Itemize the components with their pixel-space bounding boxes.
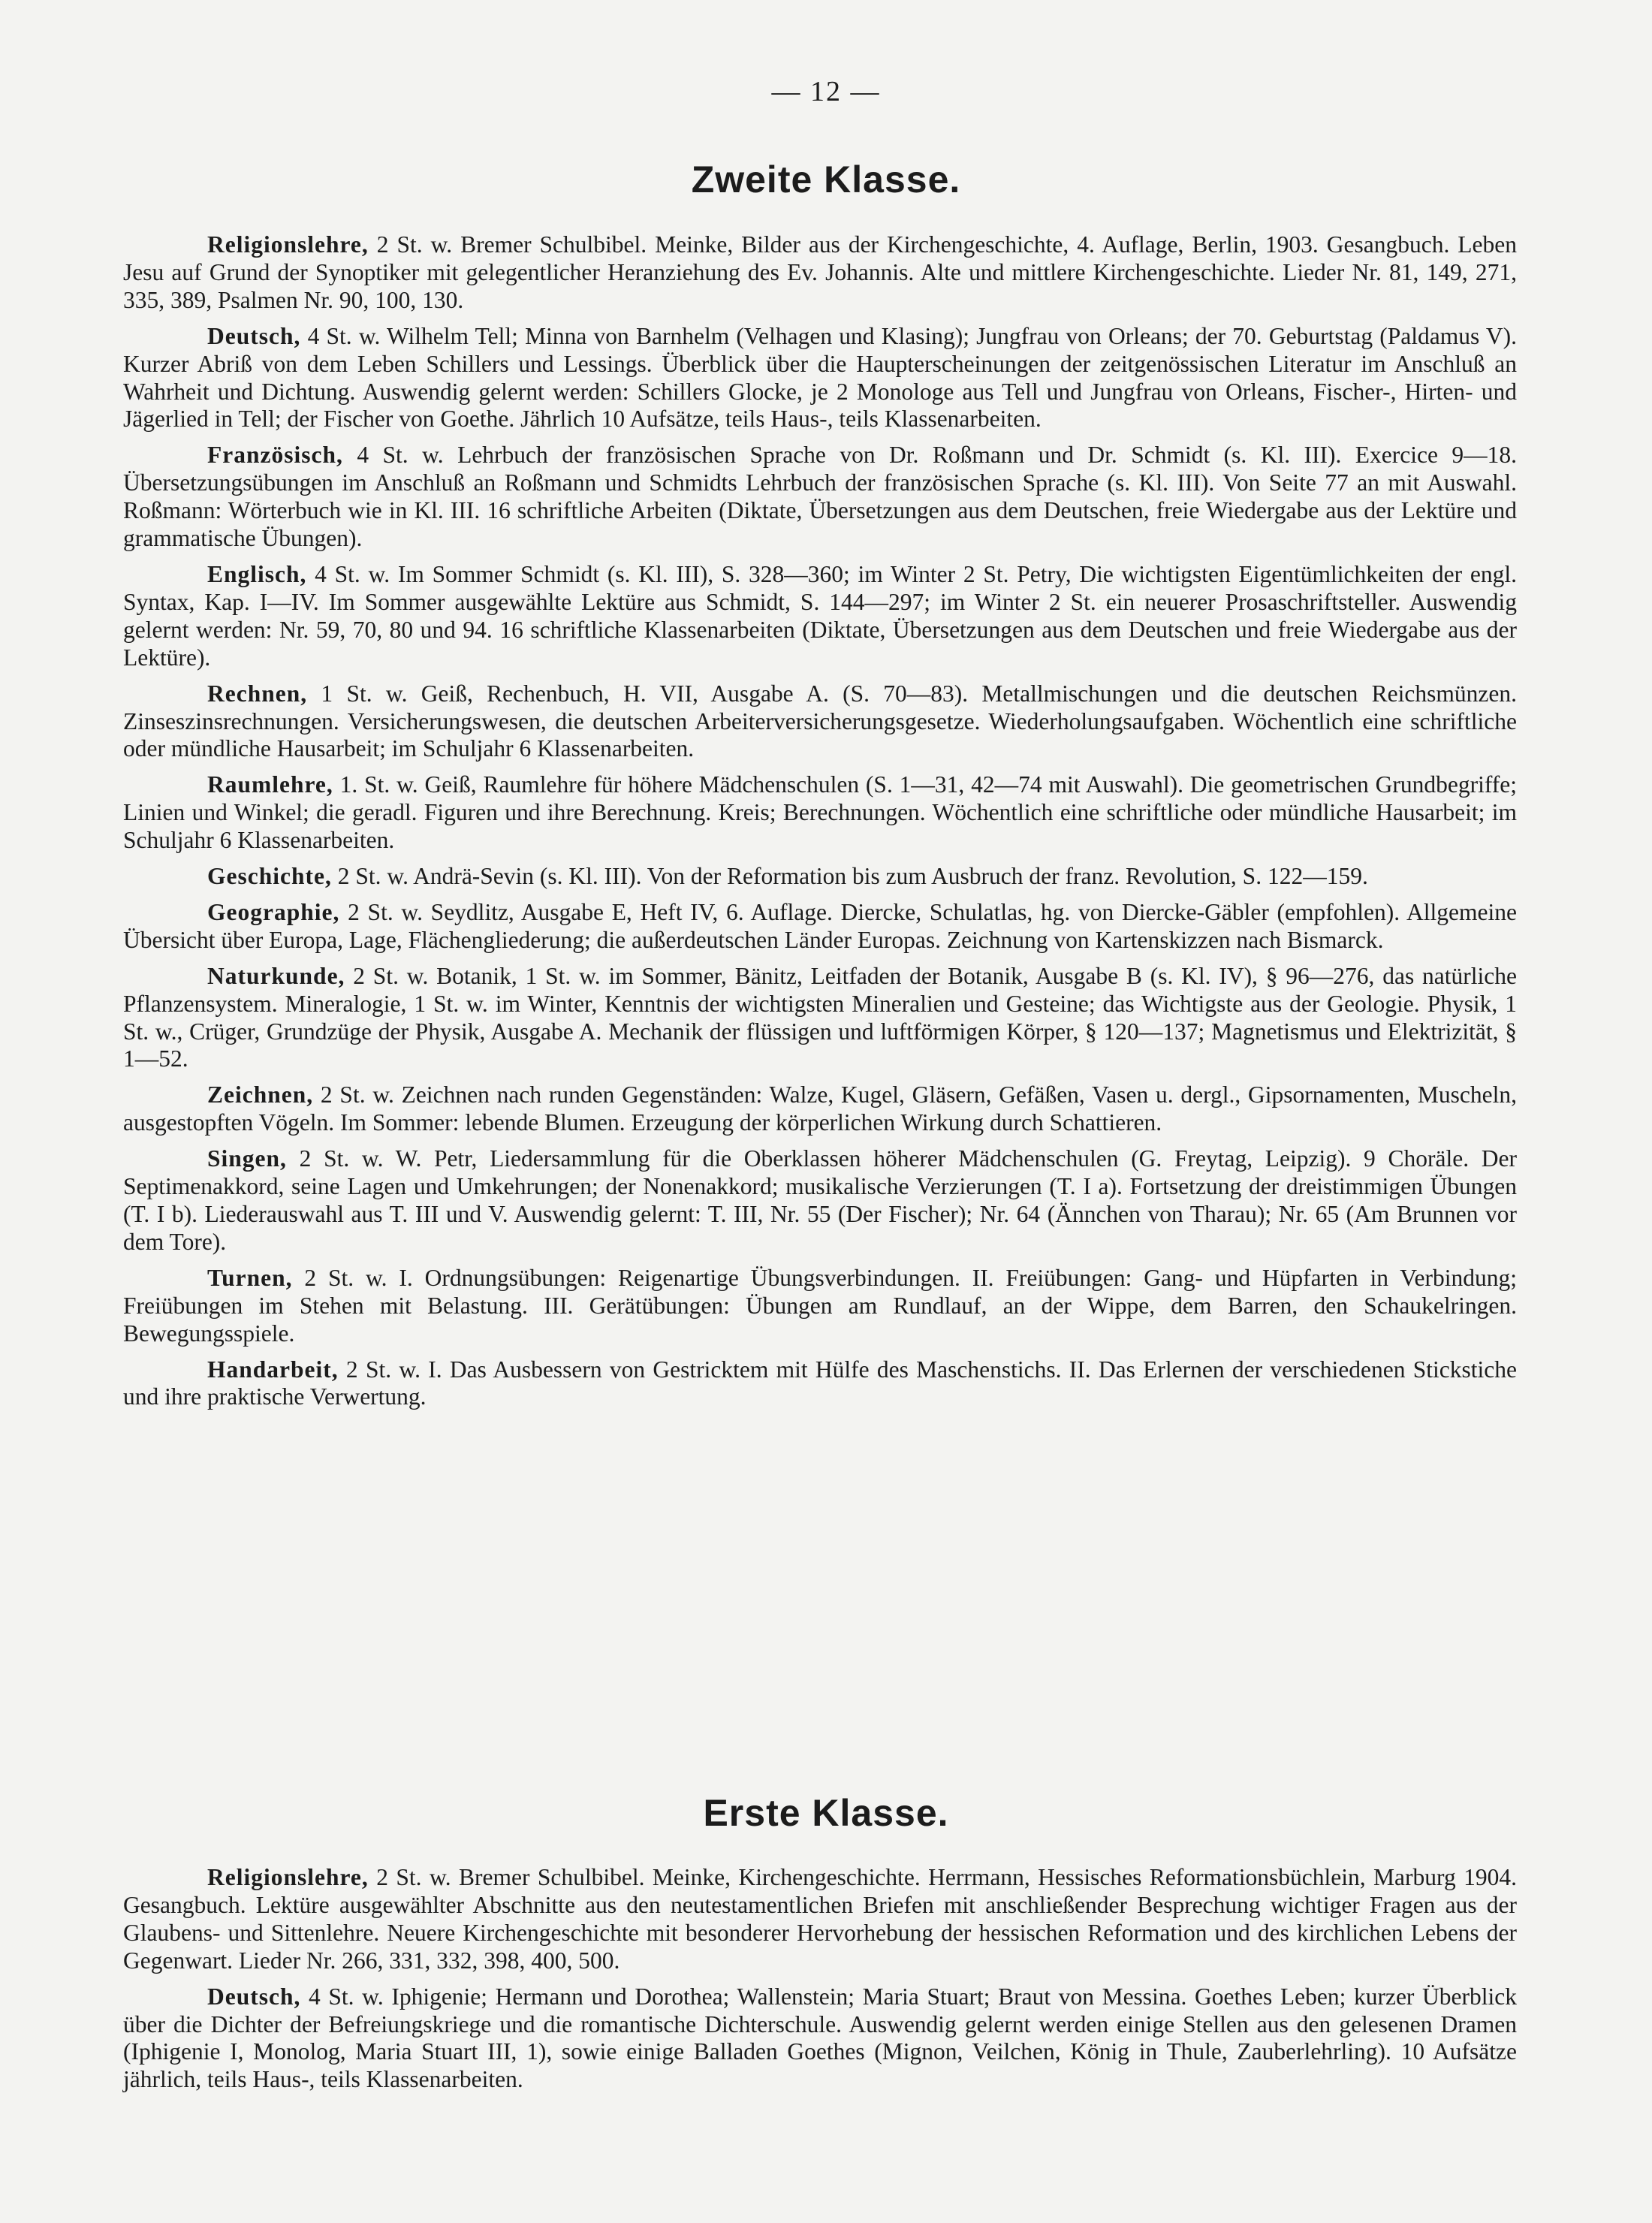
section-erste-klasse-body: [123, 1864, 1517, 2102]
subject-description: 1. St. w. Geiß, Raumlehre für höhere Mädchenschulen (S. 1—31, 42—74 mit Auswahl). Die geometrischen Grundbegriffe; Linien und Winkel; die geradl. Figuren und ihre Berechnung. Kreis; Berechnungen. Wöchentlich eine schriftliche oder mündliche Hausarbeit; im Schuljahr 6 Klassenarbeiten.: [123, 771, 1518, 854]
subject-name: Deutsch ,: [207, 323, 300, 349]
subject-entry-rechnen: [123, 680, 1517, 764]
subject-description: 4 St. w. Lehrbuch der französischen Sprache von Dr. Roßmann und Dr. Schmidt (s. Kl. III). Exercice 9—18. Übersetzungsübungen im Anschluß an Roßmann und Schmidts Lehrbuch der französischen Sprache (s. Kl. III). Von Seite 77 an mit Auswahl. Roßmann: Wörterbuch wie in Kl. III. 16 schriftliche Arbeiten (Diktate, Übersetzungen aus dem Deutschen, freie Wiedergabe aus der Lektüre und grammatische Übungen).: [123, 442, 1517, 552]
section-zweite-klasse-body: [123, 231, 1517, 1419]
subject-name: Naturkunde ,: [207, 963, 345, 989]
section-heading-zweite-klasse: Zweite Klasse.: [691, 158, 961, 201]
subject-name: Geschichte ,: [207, 863, 332, 889]
subject-entry-geschichte: [123, 863, 1517, 891]
subject-description: 4 St. w. Im Sommer Schmidt (s. Kl. III), S. 328—360; im Winter 2 St. Petry, Die wichtigsten Eigentümlichkeiten der engl. Syntax, Kap. I—IV. Im Sommer ausgewählte Lektüre aus Schmidt, S. 144—297; im Winter 2 St. ein neuerer Prosaschriftsteller. Auswendig gelernt werden: Nr. 59, 70, 80 und 94. 16 schriftliche Klassenarbeiten (Diktate, Übersetzungen aus dem Deutschen und freie Wiedergabe aus der Lektüre).: [123, 560, 1518, 671]
subject-description: 2 St. w. I. Ordnungsübungen: Reigenartige Übungsverbindungen. II. Freiübungen: Gang- und Hüpfarten in Verbindung; Freiübungen im Stehen mit Belastung. III. Gerätübungen: Übungen am Rundlauf, an der Wippe, dem Barren, den Schaukelringen. Bewegungsspiele.: [123, 1264, 1517, 1347]
subject-description: 2 St. w. Seydlitz, Ausgabe E, Heft IV, 6. Auflage. Diercke, Schulatlas, hg. von Diercke-Gäbler (empfohlen). Allgemeine Übersicht über Europa, Lage, Flächengliederung; die außerdeutschen Länder Europas. Zeichnung von Kartenskizzen nach Bismarck.: [123, 898, 1518, 953]
subject-entry-naturkunde: [123, 963, 1517, 1074]
subject-description: 2 St. w. Botanik, 1 St. w. im Sommer, Bänitz, Leitfaden der Botanik, Ausgabe B (s. Kl. IV), § 96—276, das natürliche Pflanzensystem. Mineralogie, 1 St. w. im Winter, Kenntnis der wichtigsten Mineralien und Gesteine; das Wichtigste aus der Geologie. Physik, 1 St. w., Crüger, Grundzüge der Physik, Ausgabe A. Mechanik der flüssigen und luftförmigen Körper, § 120—137; Magnetismus und Elektrizität, § 1—52.: [123, 962, 1517, 1072]
section-heading-erste-klasse: Erste Klasse.: [703, 1792, 949, 1834]
subject-entry-singen: [123, 1145, 1517, 1256]
subject-description: 2 St. w. Bremer Schulbibel. Meinke, Kirchengeschichte. Herrmann, Hessisches Reformationsbüchlein, Marburg 1904. Gesangbuch. Lektüre ausgewählter Abschnitte aus den neutestamentlichen Briefen mit anschließender Besprechung wichtiger Fragen aus der Glaubens- und Sittenlehre. Neuere Kirchengeschichte mit besonderer Hervorhebung der hessischen Reformation und des kirchlichen Lebens der Gegenwart. Lieder Nr. 266, 331, 332, 398, 400, 500.: [123, 1864, 1518, 1974]
subject-description: 4 St. w. Iphigenie; Hermann und Dorothea; Wallenstein; Maria Stuart; Braut von Messina. Goethes Leben; kurzer Überblick über die Dichter der Befreiungskriege und die romantische Dichterschule. Auswendig gelernt werden einige Stellen aus den gelesenen Dramen (Iphigenie I, Monolog, Maria Stuart III, 1), sowie einige Balladen Goethes (Mignon, Veilchen, König in Thule, Zauberlehrling). 10 Aufsätze jährlich, teils Haus-, teils Klassenarbeiten.: [123, 1983, 1517, 2093]
subject-description: 2 St. w. I. Das Ausbessern von Gestricktem mit Hülfe des Maschenstichs. II. Das Erlernen der verschiedenen Stickstiche und ihre praktische Verwertung.: [123, 1356, 1518, 1410]
subject-description: 1 St. w. Geiß, Rechenbuch, H. VII, Ausgabe A. (S. 70—83). Metallmischungen und die deutschen Reichsmünzen. Zinseszinsrechnungen. Versicherungswesen, die deutschen Arbeiterversicherungsgesetze. Wiederholungsaufgaben. Wöchentlich eine schriftliche oder mündliche Hausarbeit; im Schuljahr 6 Klassenarbeiten.: [123, 680, 1517, 762]
subject-name: Französisch ,: [207, 442, 343, 468]
subject-name: Rechnen ,: [207, 680, 307, 707]
subject-description: 2 St. w. Bremer Schulbibel. Meinke, Bilder aus der Kirchengeschichte, 4. Auflage, Berlin, 1903. Gesangbuch. Leben Jesu auf Grund der Synoptiker mit gelegentlicher Heranziehung des Ev. Johannis. Alte und mittlere Kirchengeschichte. Lieder Nr. 81, 149, 271, 335, 389, Psalmen Nr. 90, 100, 130.: [123, 231, 1518, 313]
subject-name: Deutsch ,: [207, 1983, 300, 2010]
subject-entry-geographie: [123, 899, 1517, 955]
subject-entry-religionslehre: [123, 1864, 1517, 1975]
subject-description: 2 St. w. W. Petr, Liedersammlung für die Oberklassen höherer Mädchenschulen (G. Freytag, Leipzig). 9 Choräle. Der Septimenakkord, seine Lagen und Umkehrungen; der Nonenakkord; musikalische Verzierungen (T. I a). Fortsetzung der dreistimmigen Übungen (T. I b). Liederauswahl aus T. III und V. Auswendig gelernt: T. III, Nr. 55 (Der Fischer); Nr. 64 (Ännchen von Tharau); Nr. 65 (Am Brunnen vor dem Tore).: [123, 1145, 1517, 1255]
subject-name: Religionslehre ,: [207, 1864, 369, 1890]
subject-entry-zeichnen: [123, 1081, 1517, 1137]
subject-entry-franzoesisch: [123, 442, 1517, 553]
subject-entry-englisch: [123, 561, 1517, 672]
page-number: — 12 —: [771, 76, 881, 107]
subject-entry-raumlehre: [123, 771, 1517, 855]
subject-name: Singen ,: [207, 1145, 287, 1172]
subject-name: Handarbeit ,: [207, 1356, 339, 1383]
subject-name: Raumlehre ,: [207, 771, 333, 798]
subject-entry-turnen: [123, 1265, 1517, 1348]
subject-description: 4 St. w. Wilhelm Tell; Minna von Barnhelm (Velhagen und Klasing); Jungfrau von Orleans; der 70. Geburtstag (Paldamus V). Kurzer Abriß von dem Leben Schillers und Lessings. Überblick über die Haupterscheinungen der zeitgenössischen Literatur im Anschluß an Wahrheit und Dichtung. Auswendig gelernt werden: Schillers Glocke, je 2 Monologe aus Tell und Jungfrau von Orleans, Fischer-, Hirten- und Jägerlied in Tell; der Fischer von Goethe. Jährlich 10 Aufsätze, teils Haus-, teils Klassenarbeiten.: [123, 322, 1517, 433]
subject-description: 2 St. w. Zeichnen nach runden Gegenständen: Walze, Kugel, Gläsern, Gefäßen, Vasen u. dergl., Gipsornamenten, Muscheln, ausgestopften Vögeln. Im Sommer: lebende Blumen. Erzeugung der körperlichen Wirkung durch Schattieren.: [123, 1081, 1517, 1136]
subject-name: Religionslehre ,: [207, 231, 369, 258]
subject-entry-religionslehre: [123, 231, 1517, 315]
subject-description: 2 St. w. Andrä-Sevin (s. Kl. III). Von der Reformation bis zum Ausbruch der franz. Revolution, S. 122—159.: [337, 863, 1368, 890]
subject-name: Geographie ,: [207, 899, 339, 925]
subject-entry-deutsch: [123, 323, 1517, 434]
subject-name: Englisch ,: [207, 561, 306, 587]
subject-entry-deutsch: [123, 1983, 1517, 2095]
subject-entry-handarbeit: [123, 1356, 1517, 1412]
subject-name: Zeichnen ,: [207, 1081, 313, 1108]
subject-name: Turnen ,: [207, 1265, 293, 1291]
